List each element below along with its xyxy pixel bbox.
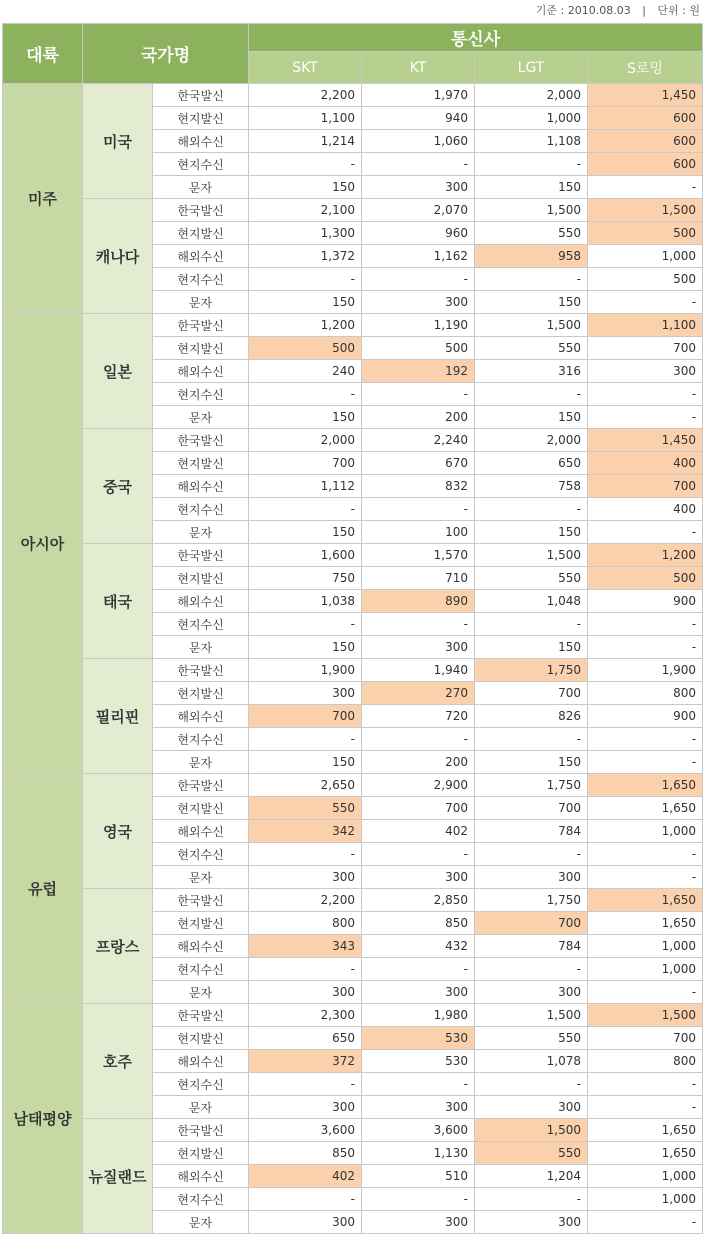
rate-cell: 1,450 [588,84,703,107]
rate-cell: 1,650 [588,1142,703,1165]
rate-cell: - [362,843,475,866]
rate-cell: 200 [362,406,475,429]
rate-cell: 510 [362,1165,475,1188]
reference-date: 기준 : 2010.08.03 [535,4,631,17]
rate-cell: 1,750 [475,889,588,912]
country-cell: 중국 [83,429,153,544]
table-row [3,1119,703,1142]
rate-cell: 700 [475,682,588,705]
call-type-cell: 문자 [153,1096,249,1119]
rate-cell: 2,070 [362,199,475,222]
continent-cell: 남태평양 [3,1004,83,1234]
call-type-cell: 현지발신 [153,337,249,360]
rate-cell: 1,940 [362,659,475,682]
rate-cell: 600 [588,107,703,130]
rate-cell: 1,060 [362,130,475,153]
rate-cell: 1,000 [588,935,703,958]
rate-cell: 550 [475,337,588,360]
rate-cell: 1,200 [249,314,362,337]
rate-cell: - [249,843,362,866]
rate-cell: 650 [475,452,588,475]
rate-cell: 300 [249,1096,362,1119]
call-type-cell: 현지수신 [153,843,249,866]
rate-cell: 1,372 [249,245,362,268]
rate-cell: - [362,1188,475,1211]
call-type-cell: 해외수신 [153,130,249,153]
header-carrier-skt: SKT [249,52,362,84]
rate-cell: 1,980 [362,1004,475,1027]
rate-cell: 300 [588,360,703,383]
rate-cell: 316 [475,360,588,383]
rate-cell: 700 [362,797,475,820]
rate-cell: 1,570 [362,544,475,567]
rate-cell: - [588,521,703,544]
rate-cell: 530 [362,1050,475,1073]
rate-cell: 1,500 [475,544,588,567]
rate-cell: 710 [362,567,475,590]
rate-cell: 1,162 [362,245,475,268]
country-cell: 태국 [83,544,153,659]
rate-cell: - [362,613,475,636]
rate-cell: - [588,843,703,866]
rate-cell: - [588,291,703,314]
rate-cell: 1,650 [588,912,703,935]
rate-cell: 150 [475,291,588,314]
rate-cell: - [588,751,703,774]
rate-cell: 1,078 [475,1050,588,1073]
call-type-cell: 해외수신 [153,705,249,728]
rate-cell: 150 [249,521,362,544]
rate-cell: - [249,498,362,521]
call-type-cell: 현지수신 [153,153,249,176]
unit-label: 단위 : 원 [657,4,700,17]
rate-cell: 600 [588,130,703,153]
rate-cell: 1,500 [475,1004,588,1027]
call-type-cell: 한국발신 [153,774,249,797]
rate-cell: 150 [249,636,362,659]
rate-cell: 1,650 [588,797,703,820]
rate-cell: 300 [362,176,475,199]
rate-cell: 150 [475,521,588,544]
rate-cell: 1,000 [588,1188,703,1211]
rate-cell: 1,100 [249,107,362,130]
rate-cell: 150 [475,636,588,659]
rate-cell: 300 [249,981,362,1004]
rate-cell: 1,650 [588,774,703,797]
rate-cell: - [475,728,588,751]
rate-cell: 300 [475,981,588,1004]
rate-cell: 150 [249,406,362,429]
rate-cell: 800 [588,682,703,705]
rate-cell: 1,000 [588,958,703,981]
call-type-cell: 문자 [153,636,249,659]
rate-cell: 700 [588,337,703,360]
call-type-cell: 현지발신 [153,452,249,475]
table-row [3,314,703,337]
rate-cell: - [588,981,703,1004]
call-type-cell: 해외수신 [153,245,249,268]
roaming-rate-table [2,23,703,1234]
rate-cell: 432 [362,935,475,958]
rate-cell: 2,000 [249,429,362,452]
call-type-cell: 한국발신 [153,659,249,682]
country-cell: 캐나다 [83,199,153,314]
rate-cell: 550 [475,1027,588,1050]
call-type-cell: 한국발신 [153,429,249,452]
rate-cell: - [475,613,588,636]
table-row [3,1004,703,1027]
rate-cell: 1,750 [475,774,588,797]
rate-cell: 400 [588,452,703,475]
rate-cell: - [362,728,475,751]
rate-cell: 192 [362,360,475,383]
rate-cell: 940 [362,107,475,130]
call-type-cell: 현지수신 [153,383,249,406]
rate-cell: - [475,1073,588,1096]
rate-cell: 1,500 [475,1119,588,1142]
rate-cell: - [475,1188,588,1211]
rate-cell: 500 [249,337,362,360]
rate-cell: - [249,728,362,751]
call-type-cell: 해외수신 [153,360,249,383]
header-carrier-group: 통신사 [249,24,703,52]
continent-cell: 미주 [3,84,83,314]
rate-cell: 150 [249,751,362,774]
rate-cell: 500 [588,222,703,245]
call-type-cell: 해외수신 [153,1050,249,1073]
rate-cell: 1,500 [588,1004,703,1027]
rate-cell: - [249,1188,362,1211]
rate-cell: 1,970 [362,84,475,107]
rate-cell: 1,112 [249,475,362,498]
call-type-cell: 문자 [153,291,249,314]
table-row [3,774,703,797]
table-row [3,659,703,682]
rate-cell: 960 [362,222,475,245]
rate-cell: 300 [362,866,475,889]
rate-cell: 550 [475,567,588,590]
call-type-cell: 현지수신 [153,728,249,751]
table-row [3,889,703,912]
rate-cell: 150 [475,406,588,429]
rate-cell: - [362,958,475,981]
call-type-cell: 한국발신 [153,544,249,567]
call-type-cell: 현지발신 [153,912,249,935]
rate-cell: - [249,153,362,176]
rate-cell: 150 [475,176,588,199]
rate-cell: 150 [249,291,362,314]
rate-cell: 200 [362,751,475,774]
rate-cell: - [362,383,475,406]
rate-cell: - [588,1096,703,1119]
call-type-cell: 한국발신 [153,889,249,912]
rate-cell: 1,650 [588,889,703,912]
rate-cell: - [588,866,703,889]
table-caption [0,0,704,22]
table-body [3,84,703,1234]
rate-cell: 300 [362,291,475,314]
header-carrier-sroaming: S로밍 [588,52,703,84]
rate-cell: 784 [475,820,588,843]
rate-cell: 300 [475,866,588,889]
rate-cell: 1,650 [588,1119,703,1142]
call-type-cell: 현지수신 [153,268,249,291]
header-continent: 대륙 [3,24,83,84]
rate-cell: 2,300 [249,1004,362,1027]
rate-cell: 890 [362,590,475,613]
rate-cell: - [362,1073,475,1096]
rate-cell: 343 [249,935,362,958]
rate-cell: 550 [249,797,362,820]
rate-cell: 800 [588,1050,703,1073]
rate-cell: - [249,958,362,981]
call-type-cell: 현지발신 [153,1027,249,1050]
rate-cell: 3,600 [362,1119,475,1142]
rate-cell: 2,900 [362,774,475,797]
call-type-cell: 해외수신 [153,935,249,958]
table-row [3,199,703,222]
rate-cell: 1,214 [249,130,362,153]
rate-cell: - [475,383,588,406]
rate-cell: 530 [362,1027,475,1050]
rate-cell: 342 [249,820,362,843]
rate-cell: 1,190 [362,314,475,337]
call-type-cell: 해외수신 [153,820,249,843]
rate-cell: 500 [362,337,475,360]
rate-cell: 300 [362,1211,475,1234]
rate-cell: - [249,1073,362,1096]
rate-cell: 1,500 [475,314,588,337]
rate-cell: 2,000 [475,84,588,107]
header-country: 국가명 [83,24,249,84]
rate-cell: 1,300 [249,222,362,245]
rate-cell: - [475,153,588,176]
call-type-cell: 현지발신 [153,682,249,705]
rate-cell: 850 [362,912,475,935]
rate-cell: 1,500 [475,199,588,222]
rate-cell: 958 [475,245,588,268]
call-type-cell: 해외수신 [153,590,249,613]
rate-cell: 1,204 [475,1165,588,1188]
rate-cell: 240 [249,360,362,383]
rate-cell: 1,130 [362,1142,475,1165]
call-type-cell: 현지발신 [153,222,249,245]
rate-cell: 1,600 [249,544,362,567]
call-type-cell: 현지수신 [153,1073,249,1096]
continent-cell: 유럽 [3,774,83,1004]
rate-cell: 1,000 [588,245,703,268]
rate-cell: 1,450 [588,429,703,452]
rate-cell: 720 [362,705,475,728]
rate-cell: 300 [249,1211,362,1234]
caption-separator: | [642,4,646,17]
rate-cell: 700 [588,1027,703,1050]
rate-cell: 1,900 [588,659,703,682]
rate-cell: 1,900 [249,659,362,682]
rate-cell: 402 [362,820,475,843]
table-row [3,84,703,107]
rate-cell: - [588,383,703,406]
rate-cell: - [362,498,475,521]
rate-cell: 300 [362,636,475,659]
rate-cell: 700 [588,475,703,498]
rate-cell: 300 [362,981,475,1004]
call-type-cell: 문자 [153,751,249,774]
rate-cell: - [588,176,703,199]
continent-cell: 아시아 [3,314,83,774]
country-cell: 영국 [83,774,153,889]
rate-cell: - [475,268,588,291]
header-carrier-kt: KT [362,52,475,84]
rate-cell: 650 [249,1027,362,1050]
rate-cell: - [475,958,588,981]
call-type-cell: 현지수신 [153,958,249,981]
rate-cell: - [588,728,703,751]
rate-cell: 402 [249,1165,362,1188]
rate-cell: 372 [249,1050,362,1073]
rate-cell: 300 [362,1096,475,1119]
rate-cell: 670 [362,452,475,475]
call-type-cell: 한국발신 [153,199,249,222]
rate-cell: 270 [362,682,475,705]
rate-cell: 300 [249,866,362,889]
rate-cell: 700 [475,797,588,820]
rate-cell: - [588,636,703,659]
rate-cell: 500 [588,268,703,291]
rate-cell: 1,100 [588,314,703,337]
call-type-cell: 현지발신 [153,567,249,590]
call-type-cell: 해외수신 [153,1165,249,1188]
call-type-cell: 문자 [153,176,249,199]
rate-cell: 1,500 [588,199,703,222]
rate-cell: 900 [588,705,703,728]
rate-cell: - [588,1211,703,1234]
rate-cell: 550 [475,1142,588,1165]
rate-cell: 500 [588,567,703,590]
call-type-cell: 현지수신 [153,613,249,636]
call-type-cell: 문자 [153,981,249,1004]
call-type-cell: 문자 [153,521,249,544]
rate-cell: 700 [475,912,588,935]
header-carrier-lgt: LGT [475,52,588,84]
rate-cell: 300 [249,682,362,705]
rate-cell: 1,200 [588,544,703,567]
rate-cell: 400 [588,498,703,521]
rate-cell: 700 [249,452,362,475]
rate-cell: - [475,498,588,521]
rate-cell: 300 [475,1211,588,1234]
country-cell: 프랑스 [83,889,153,1004]
rate-cell: - [249,268,362,291]
call-type-cell: 해외수신 [153,475,249,498]
rate-cell: - [362,153,475,176]
rate-cell: 2,100 [249,199,362,222]
rate-cell: 1,000 [588,820,703,843]
table-header [3,24,703,84]
table-row [3,429,703,452]
rate-cell: 550 [475,222,588,245]
rate-cell: 832 [362,475,475,498]
rate-cell: 2,200 [249,889,362,912]
rate-cell: 758 [475,475,588,498]
rate-cell: - [588,613,703,636]
call-type-cell: 한국발신 [153,314,249,337]
rate-cell: 1,000 [475,107,588,130]
rate-cell: - [249,383,362,406]
rate-cell: 3,600 [249,1119,362,1142]
rate-cell: 2,850 [362,889,475,912]
rate-cell: 2,240 [362,429,475,452]
rate-cell: 700 [249,705,362,728]
rate-cell: 826 [475,705,588,728]
rate-cell: - [475,843,588,866]
country-cell: 일본 [83,314,153,429]
call-type-cell: 현지수신 [153,498,249,521]
call-type-cell: 한국발신 [153,84,249,107]
country-cell: 호주 [83,1004,153,1119]
call-type-cell: 문자 [153,1211,249,1234]
rate-cell: 1,000 [588,1165,703,1188]
rate-cell: 1,048 [475,590,588,613]
call-type-cell: 현지발신 [153,797,249,820]
country-cell: 미국 [83,84,153,199]
rate-cell: 1,038 [249,590,362,613]
call-type-cell: 문자 [153,866,249,889]
rate-cell: 784 [475,935,588,958]
rate-cell: 150 [475,751,588,774]
rate-cell: 1,108 [475,130,588,153]
rate-cell: - [588,1073,703,1096]
call-type-cell: 현지수신 [153,1188,249,1211]
call-type-cell: 문자 [153,406,249,429]
call-type-cell: 한국발신 [153,1004,249,1027]
rate-cell: 2,200 [249,84,362,107]
rate-cell: 300 [475,1096,588,1119]
rate-cell: 1,750 [475,659,588,682]
call-type-cell: 현지발신 [153,107,249,130]
rate-cell: 2,650 [249,774,362,797]
rate-cell: 100 [362,521,475,544]
rate-cell: 900 [588,590,703,613]
country-cell: 뉴질랜드 [83,1119,153,1234]
call-type-cell: 현지발신 [153,1142,249,1165]
rate-cell: 150 [249,176,362,199]
rate-cell: - [588,406,703,429]
rate-cell: 800 [249,912,362,935]
call-type-cell: 한국발신 [153,1119,249,1142]
country-cell: 필리핀 [83,659,153,774]
rate-cell: - [249,613,362,636]
rate-cell: 850 [249,1142,362,1165]
rate-cell: 600 [588,153,703,176]
rate-cell: - [362,268,475,291]
table-row [3,544,703,567]
rate-cell: 750 [249,567,362,590]
rate-cell: 2,000 [475,429,588,452]
